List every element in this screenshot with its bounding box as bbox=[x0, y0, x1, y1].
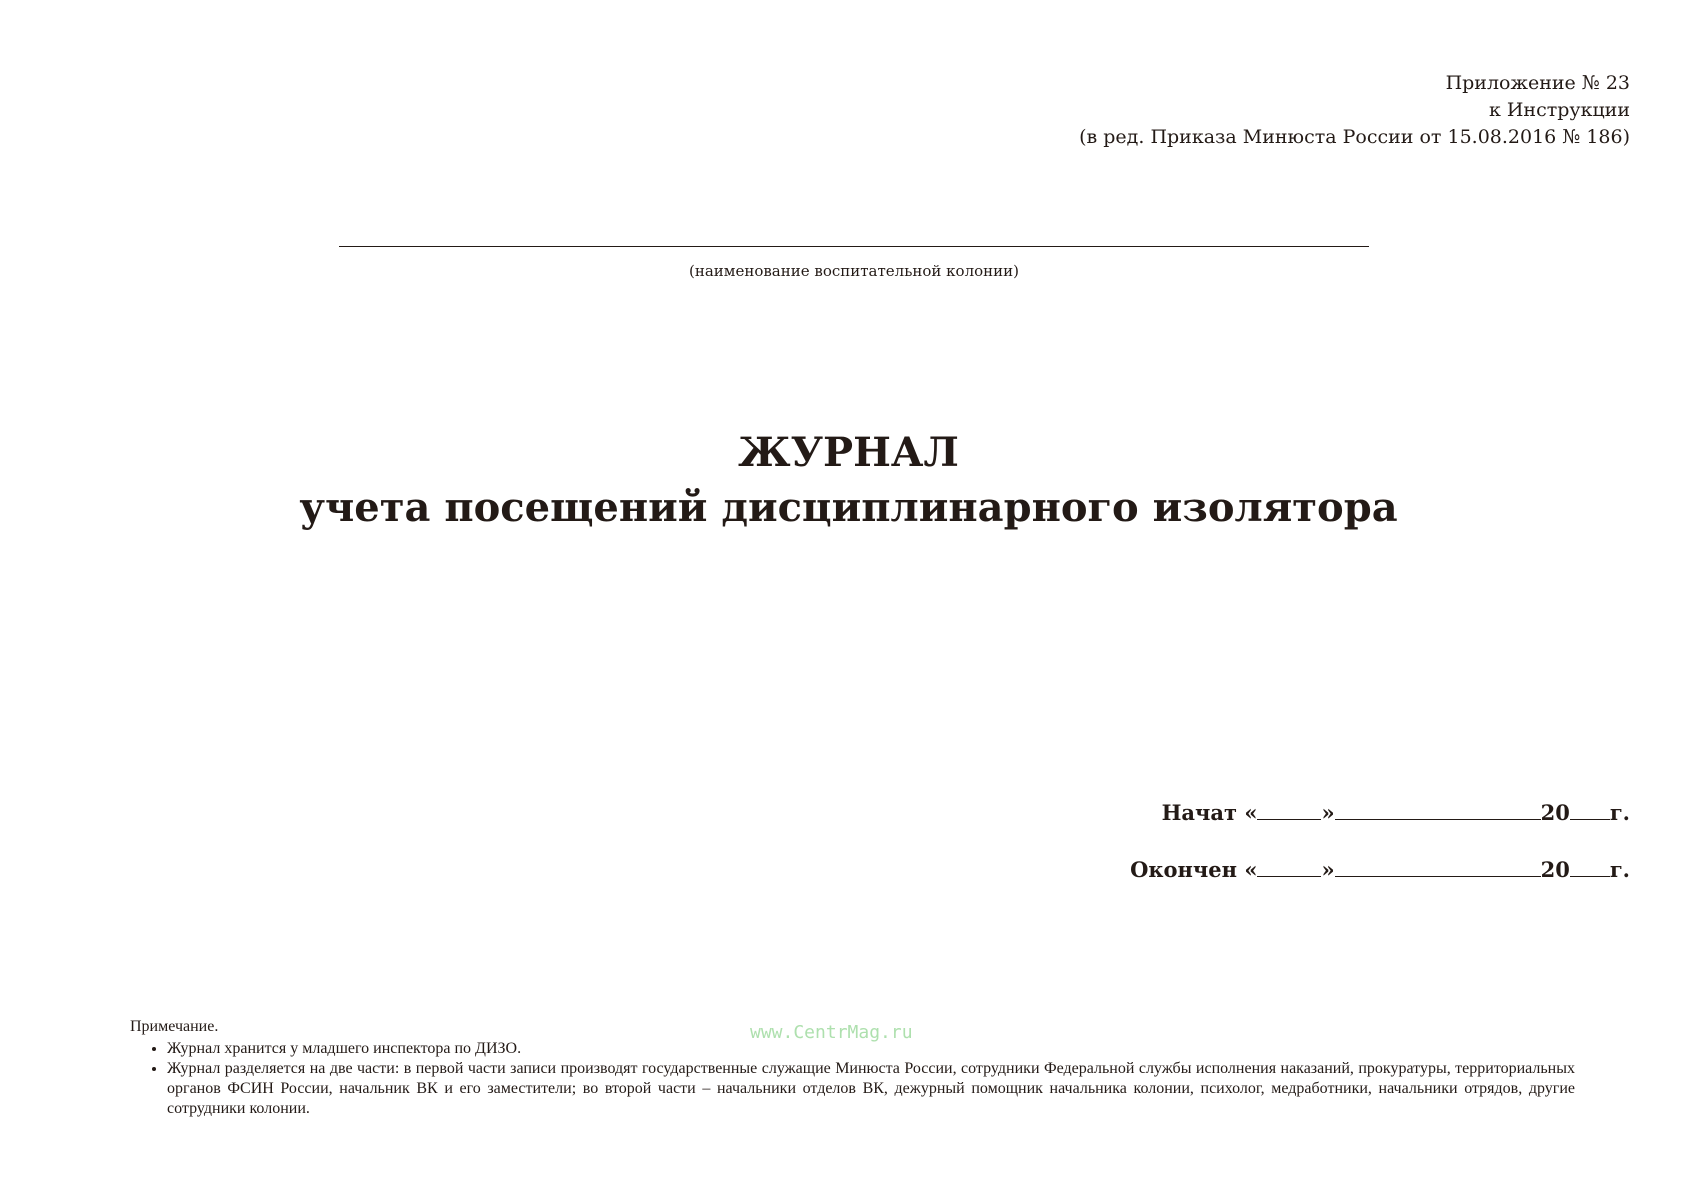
end-close-quote: » bbox=[1321, 857, 1335, 882]
notes-heading: Примечание. bbox=[130, 1018, 219, 1035]
watermark: www.CentrMag.ru bbox=[750, 1022, 913, 1043]
start-year-suffix: г. bbox=[1609, 800, 1630, 825]
end-year-blank[interactable] bbox=[1570, 858, 1610, 877]
colony-name-caption: (наименование воспитательной колонии) bbox=[689, 262, 1019, 280]
notes-list bbox=[130, 1039, 1575, 1119]
appendix-header bbox=[1079, 70, 1630, 151]
start-date-label: Начат « bbox=[1161, 800, 1258, 825]
start-year-blank[interactable] bbox=[1570, 801, 1610, 820]
note-item: • Журнал разделяется на две части: в первой части записи производят государственные служащие Минюста России, сотрудники Федеральной службы исполнения наказаний, прокуратуры, территориальных органов ФСИН России, начальник ВК и его заместители; во второй части – начальники отделов ВК, дежурный помощник начальника колонии, психолог, медработники, начальники отрядов, другие сотрудники колонии. bbox=[167, 1059, 1575, 1119]
end-year-prefix: 20 bbox=[1540, 857, 1570, 882]
title-subtitle: учета посещений дисциплинарного изолятора bbox=[299, 484, 1398, 531]
appendix-number: Приложение № 23 bbox=[1445, 72, 1630, 94]
end-year-suffix: г. bbox=[1609, 857, 1630, 882]
appendix-instruction: к Инструкции bbox=[1488, 99, 1630, 121]
start-month-blank[interactable] bbox=[1335, 801, 1541, 820]
start-day-blank[interactable] bbox=[1257, 801, 1321, 820]
start-year-prefix: 20 bbox=[1540, 800, 1570, 825]
notes-section bbox=[130, 1017, 1575, 1119]
journal-title bbox=[0, 427, 1697, 537]
end-month-blank[interactable] bbox=[1335, 858, 1541, 877]
end-date bbox=[1130, 857, 1630, 882]
end-date-label: Окончен « bbox=[1130, 857, 1258, 882]
end-day-blank[interactable] bbox=[1257, 858, 1321, 877]
start-close-quote: » bbox=[1321, 800, 1335, 825]
start-date bbox=[1162, 800, 1630, 825]
title-main: ЖУРНАЛ bbox=[738, 429, 959, 476]
note-item: • Журнал хранится у младшего инспектора по ДИЗО. bbox=[167, 1039, 1575, 1059]
colony-name-blank[interactable] bbox=[339, 246, 1369, 247]
appendix-order-reference: (в ред. Приказа Минюста России от 15.08.2016 № 186) bbox=[1079, 126, 1630, 148]
